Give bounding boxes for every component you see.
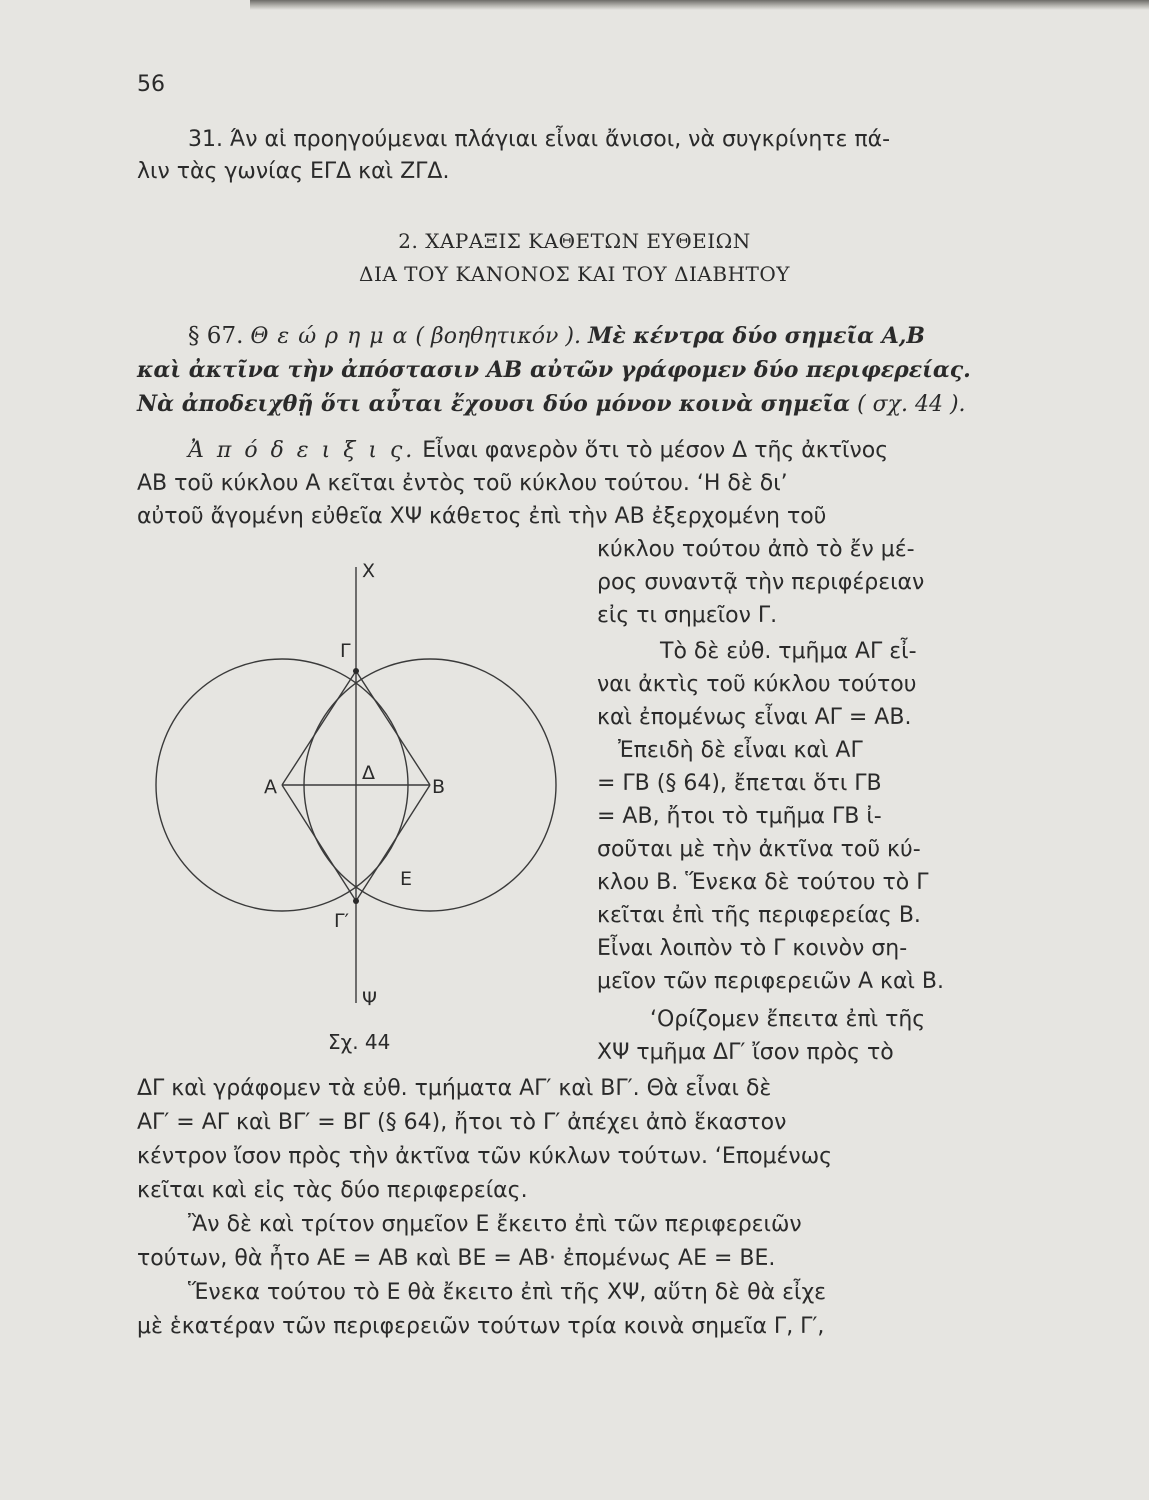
proof-right-line-12: κεῖται ἐπὶ τῆς περιφερείας Β. [597,903,921,928]
proof-full-line-8: μὲ ἑκατέραν τῶν περιφερειῶν τούτων τρία κοινὰ σημεῖα Γ, Γ′, [137,1314,825,1339]
label-e: Ε [400,868,413,890]
proof-right-line-5: ναι ἀκτὶς τοῦ κύκλου τούτου [597,672,917,697]
section-heading-line-1: 2. ΧΑΡΑΞΙΣ ΚΑΘΕΤΩΝ ΕΥΘΕΙΩΝ [398,229,751,253]
theorem-line-2: καὶ ἀκτῖνα τὴν ἀπόστασιν ΑΒ αὐτῶν γράφομεν δύο περιφερείας. [137,357,971,383]
proof-right-line-16: ΧΨ τμῆμα ΔΓ′ ἴσον πρὸς τὸ [597,1040,894,1065]
theorem-label-note: ( βοηθητικόν ). [415,324,581,349]
segment-a-gamma-prime [282,785,356,901]
proof-full-line-5: Ἂν δὲ καὶ τρίτον σημεῖον Ε ἔκειτο ἐπὶ τῶν περιφερειῶν [188,1212,802,1237]
point-gamma [353,668,359,674]
proof-right-line-1: κύκλου τούτου ἀπὸ τὸ ἔν μέ- [597,537,915,562]
proof-full-line-1: ΔΓ καὶ γράφομεν τὰ εὐθ. τμήματα ΑΓ′ καὶ ΒΓ′. Θὰ εἶναι δὲ [137,1076,772,1101]
proof-right-line-9: = ΑΒ, ἤτοι τὸ τμῆμα ΓΒ ἰ- [597,804,882,829]
proof-right-line-4: Τὸ δὲ εὐθ. τμῆμα ΑΓ εἶ- [660,639,917,664]
label-x: Χ [362,560,376,582]
proof-right-line-3: εἰς τι σημεῖον Γ. [597,603,778,628]
proof-right-line-2: ρος συναντᾷ τὴν περιφέρειαν [597,570,925,595]
label-gamma: Γ [340,640,351,662]
figure-44-drawing [150,555,570,1025]
proof-full-line-6: τούτων, θὰ ἦτο ΑΕ = ΑΒ καὶ ΒΕ = ΑΒ· ἐπομένως ΑΕ = ΒΕ. [137,1246,776,1271]
theorem-statement-end: Νὰ ἀποδειχθῇ ὅτι αὖται ἔχουσι δύο μόνον κοινὰ σημεῖα [137,391,851,417]
label-delta: Δ [362,762,375,784]
segment-a-gamma [282,671,356,785]
theorem-paragraph-mark: § 67. [188,323,244,349]
proof-right-line-15: ‘Ορίζομεν ἔπειτα ἐπὶ τῆς [650,1007,926,1032]
page-edge-shadow [250,0,1149,10]
label-a: Α [264,776,277,798]
proof-right-line-13: Εἶναι λοιπὸν τὸ Γ κοινὸν ση- [597,936,908,961]
proof-right-line-14: μεῖον τῶν περιφερειῶν Α καὶ Β. [597,969,945,994]
theorem-line-1 [188,322,925,351]
figure-caption: Σχ. 44 [328,1030,391,1054]
proof-line-2: ΑΒ τοῦ κύκλου Α κεῖται ἐντὸς τοῦ κύκλου τούτου. ‘Η δὲ δι’ [137,471,788,496]
proof-full-line-7: Ἕνεκα τούτου τὸ Ε θὰ ἔκειτο ἐπὶ τῆς ΧΨ, αὕτη δὲ θὰ εἶχε [188,1280,827,1305]
label-b: Β [432,776,446,798]
figure-44 [150,555,570,1029]
proof-right-line-7: Ἐπειδὴ δὲ εἶναι καὶ ΑΓ [618,738,863,763]
theorem-line-3 [137,390,966,419]
proof-label: Ἀ π ό δ ε ι ξ ι ς. [188,438,416,463]
proof-text-1: Εἶναι φανερὸν ὅτι τὸ μέσον Δ τῆς ἀκτῖνος [422,438,889,463]
section-heading-line-2: ΔΙΑ ΤΟΥ ΚΑΝΟΝΟΣ ΚΑΙ ΤΟΥ ΔΙΑΒΗΤΟΥ [359,262,790,286]
proof-right-line-8: = ΓΒ (§ 64), ἔπεται ὅτι ΓΒ [597,771,882,796]
proof-right-line-6: καὶ ἐπομένως εἶναι ΑΓ = ΑΒ. [597,705,912,730]
segment-b-gamma-prime [356,785,430,901]
proof-right-line-10: σοῦται μὲ τὴν ἀκτῖνα τοῦ κύ- [597,837,921,862]
theorem-label: Θ ε ώ ρ η μ α [250,324,409,349]
proof-full-line-3: κέντρον ἴσον πρὸς τὴν ἀκτῖνα τῶν κύκλων τούτων. ‘Επομένως [137,1144,833,1169]
proof-line-3: αὐτοῦ ἄγομένη εὐθεῖα ΧΨ κάθετος ἐπὶ τὴν ΑΒ ἐξερχομένη τοῦ [137,504,827,529]
label-gamma-prime: Γ′ [334,910,349,932]
point-gamma-prime [353,898,359,904]
proof-right-line-11: κλου Β. Ἕνεκα δὲ τούτου τὸ Γ [597,870,929,895]
exercise-31-line-2: λιν τὰς γωνίας ΕΓΔ καὶ ΖΓΔ. [137,159,450,184]
proof-full-line-4: κεῖται καὶ εἰς τὰς δύο περιφερείας. [137,1178,528,1203]
exercise-31-line-1: 31. Άν αἱ προηγούμεναι πλάγιαι εἶναι ἄνισοι, νὰ συγκρίνητε πά- [188,127,891,152]
page-number: 56 [137,72,165,97]
theorem-figure-ref: ( σχ. 44 ). [857,392,966,417]
proof-line-1 [188,437,888,465]
theorem-statement-start: Μὲ κέντρα δύο σημεῖα Α,Β [587,323,926,349]
label-psi: Ψ [362,988,377,1010]
proof-full-line-2: ΑΓ′ = ΑΓ καὶ ΒΓ′ = ΒΓ (§ 64), ἤτοι τὸ Γ′ ἀπέχει ἀπὸ ἕκαστον [137,1110,787,1135]
